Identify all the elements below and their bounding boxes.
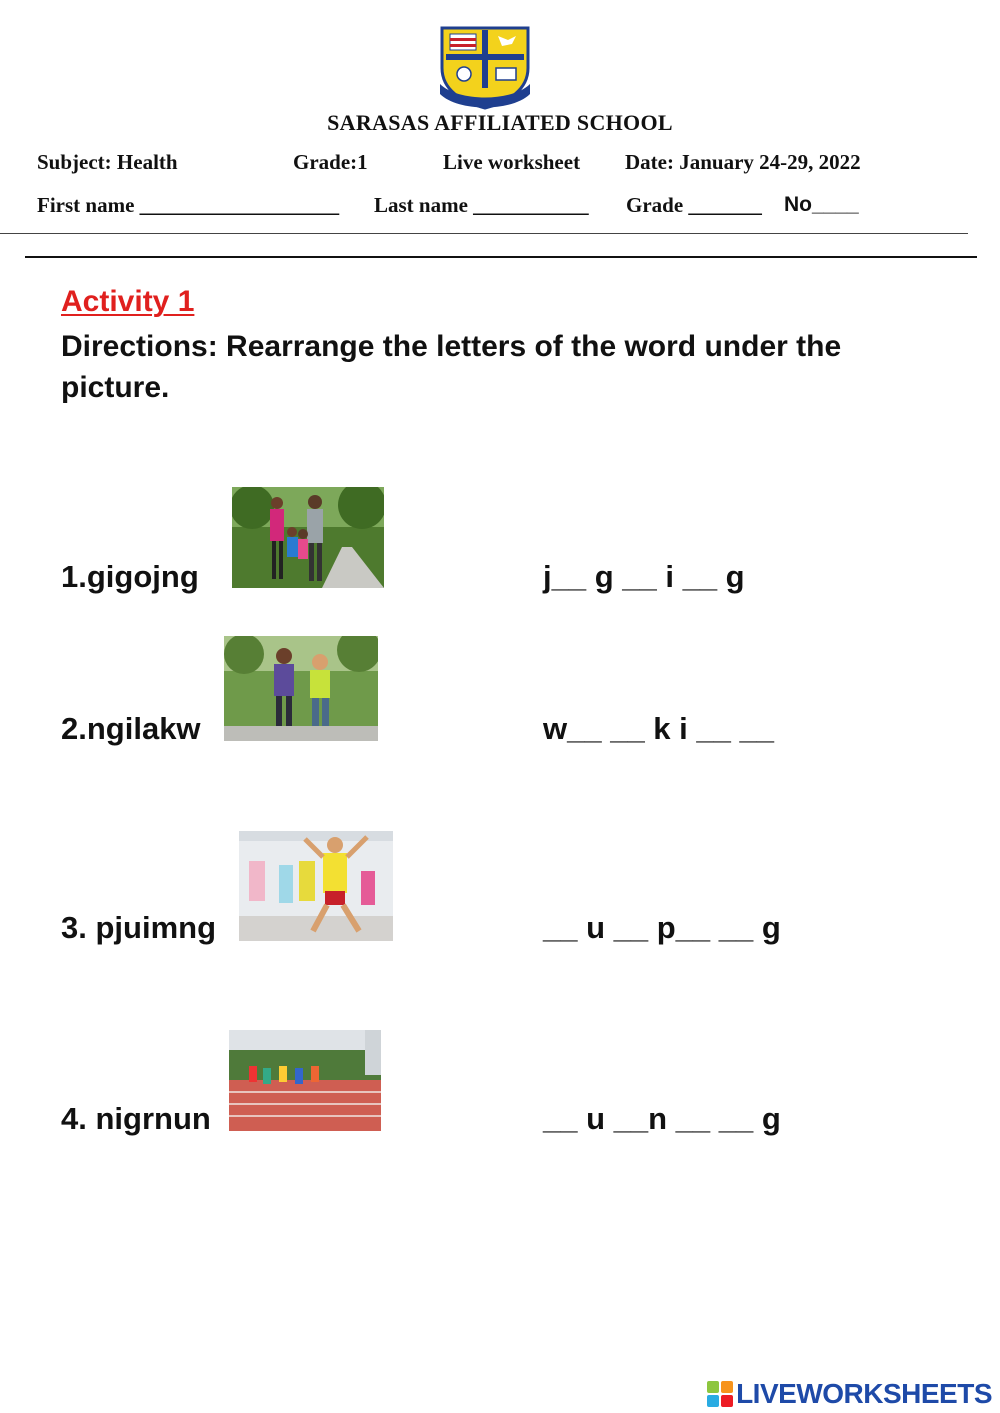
scrambled-word-1: 1.gigojng <box>61 559 199 594</box>
number-field[interactable]: No____ <box>784 193 859 216</box>
grade-label: Grade:1 <box>293 150 368 174</box>
liveworksheets-brand[interactable] <box>707 1378 992 1410</box>
running-track-photo-icon <box>229 1030 381 1131</box>
activity-directions: Directions: Rearrange the letters of the word under the picture. <box>61 330 842 404</box>
answer-blank-3[interactable]: __ u __ p__ __ g <box>543 910 781 945</box>
last-name-field[interactable]: Last name ___________ <box>374 193 589 217</box>
header-divider-thick <box>25 256 977 258</box>
scrambled-word-3: 3. pjuimng <box>61 910 216 945</box>
activity-title: Activity 1 <box>61 285 195 318</box>
scrambled-word-2: 2.ngilakw <box>61 711 201 746</box>
jogging-family-photo-icon <box>232 487 384 588</box>
liveworksheets-brand-text: LIVEWORKSHEETS <box>736 1378 992 1409</box>
school-name: SARASAS AFFILIATED SCHOOL <box>327 110 673 135</box>
walking-children-photo-icon <box>224 636 378 741</box>
liveworksheets-logo-icon <box>707 1381 733 1407</box>
answer-blank-1[interactable]: j__ g __ i __ g <box>543 559 745 594</box>
answer-blank-2[interactable]: w__ __ k i __ __ <box>543 711 774 746</box>
grade-field[interactable]: Grade _______ <box>626 193 762 217</box>
date-label: Date: January 24-29, 2022 <box>625 150 861 174</box>
jumping-children-photo-icon <box>239 831 393 941</box>
answer-blank-4[interactable]: __ u __n __ __ g <box>543 1101 781 1136</box>
school-crest-logo <box>438 24 532 110</box>
scrambled-word-4: 4. nigrnun <box>61 1101 211 1136</box>
first-name-field[interactable]: First name ___________________ <box>37 193 340 217</box>
subject-label: Subject: Health <box>37 150 178 174</box>
worksheet-type-label: Live worksheet <box>443 150 581 174</box>
header-divider-thin <box>0 233 968 234</box>
